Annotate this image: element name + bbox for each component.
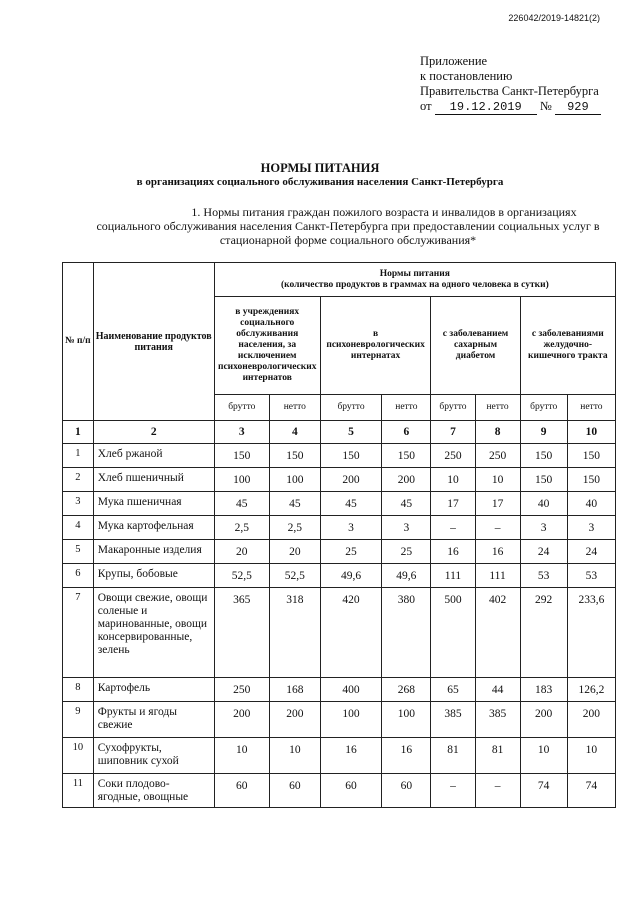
brutto-value: 100: [320, 702, 382, 738]
netto-value: 100: [382, 702, 431, 738]
appendix-line-1: Приложение: [420, 54, 488, 68]
group-header-social: в учреждениях социального обслуживания населения, за исключением психоневрологических интернатов: [214, 297, 320, 395]
netto-value: 200: [269, 702, 320, 738]
row-number: 6: [63, 564, 94, 588]
netto-value: 318: [269, 588, 320, 678]
netto-value: 45: [269, 492, 320, 516]
page-subtitle: в организациях социального обслуживания населения Санкт-Петербурга: [136, 176, 504, 188]
netto-value: 25: [382, 540, 431, 564]
netto-value: 10: [269, 738, 320, 774]
appendix-line-2: к постановлению: [420, 69, 513, 83]
brutto-value: 250: [431, 444, 475, 468]
row-number: 2: [63, 468, 94, 492]
brutto-value: 52,5: [214, 564, 269, 588]
row-number: 10: [63, 738, 94, 774]
brutto-value: 385: [431, 702, 475, 738]
row-number: 5: [63, 540, 94, 564]
column-number: 9: [520, 421, 567, 444]
product-name: Овощи свежие, овощи соленые и маринованные, овощи консервированные, зелень: [93, 588, 214, 678]
product-name: Крупы, бобовые: [93, 564, 214, 588]
netto-value: 24: [567, 540, 615, 564]
header-netto: нетто: [382, 395, 431, 421]
document-number: 226042/2019-14821(2): [508, 13, 600, 23]
netto-value: 150: [567, 468, 615, 492]
netto-value: 233,6: [567, 588, 615, 678]
brutto-value: 100: [214, 468, 269, 492]
table-row: [63, 738, 616, 774]
netto-value: 40: [567, 492, 615, 516]
brutto-value: 150: [214, 444, 269, 468]
netto-value: 16: [475, 540, 520, 564]
netto-value: 60: [269, 774, 320, 808]
table-row: [63, 516, 616, 540]
column-number: 2: [93, 421, 214, 444]
product-name: Соки плодово-ягодные, овощные: [93, 774, 214, 808]
brutto-value: 250: [214, 678, 269, 702]
brutto-value: 10: [520, 738, 567, 774]
netto-value: 16: [382, 738, 431, 774]
group-header-psycho: в психоневрологических интернатах: [320, 297, 431, 395]
column-number: 5: [320, 421, 382, 444]
brutto-value: 150: [520, 468, 567, 492]
brutto-value: 53: [520, 564, 567, 588]
product-name: Мука пшеничная: [93, 492, 214, 516]
header-norms: [214, 263, 615, 297]
brutto-value: 420: [320, 588, 382, 678]
brutto-value: 16: [320, 738, 382, 774]
appendix-line-3: Правительства Санкт-Петербурга: [420, 84, 599, 98]
netto-value: 10: [567, 738, 615, 774]
product-name: Мука картофельная: [93, 516, 214, 540]
table-row: [63, 444, 616, 468]
netto-value: 150: [567, 444, 615, 468]
header-netto: нетто: [475, 395, 520, 421]
header-product-name: Наименование продуктов питания: [93, 263, 214, 421]
product-name: Фрукты и ягоды свежие: [93, 702, 214, 738]
brutto-value: 3: [520, 516, 567, 540]
header-brutto: брутто: [214, 395, 269, 421]
netto-value: 150: [269, 444, 320, 468]
header-norms-subtitle: (количество продуктов в граммах на одного человека в сутки): [280, 279, 549, 290]
brutto-value: 81: [431, 738, 475, 774]
appendix-date-line: [420, 99, 601, 115]
brutto-value: 150: [520, 444, 567, 468]
table-row: [63, 678, 616, 702]
netto-value: 3: [567, 516, 615, 540]
netto-value: 60: [382, 774, 431, 808]
column-number: 10: [567, 421, 615, 444]
table-row: [63, 774, 616, 808]
brutto-value: 74: [520, 774, 567, 808]
brutto-value: 365: [214, 588, 269, 678]
netto-value: 74: [567, 774, 615, 808]
group-header-diabetes: с заболеванием сахарным диабетом: [431, 297, 520, 395]
netto-value: 200: [567, 702, 615, 738]
netto-value: 3: [382, 516, 431, 540]
brutto-value: 40: [520, 492, 567, 516]
header-netto: нетто: [269, 395, 320, 421]
brutto-value: 200: [320, 468, 382, 492]
brutto-value: 17: [431, 492, 475, 516]
row-number: 3: [63, 492, 94, 516]
header-norms-title: Нормы питания: [379, 268, 450, 279]
row-number: 7: [63, 588, 94, 678]
netto-value: –: [475, 516, 520, 540]
table-row: [63, 492, 616, 516]
table-row: [63, 468, 616, 492]
table-body: [63, 444, 616, 808]
netto-value: 45: [382, 492, 431, 516]
netto-value: 2,5: [269, 516, 320, 540]
netto-value: 250: [475, 444, 520, 468]
netto-value: 380: [382, 588, 431, 678]
column-number: 3: [214, 421, 269, 444]
row-number: 9: [63, 702, 94, 738]
brutto-value: 60: [320, 774, 382, 808]
brutto-value: 183: [520, 678, 567, 702]
decree-date: 19.12.2019: [435, 101, 537, 115]
decree-number: 929: [555, 101, 601, 115]
header-brutto: брутто: [520, 395, 567, 421]
number-prefix: №: [539, 99, 552, 113]
brutto-value: 20: [214, 540, 269, 564]
column-number: 7: [431, 421, 475, 444]
netto-value: 126,2: [567, 678, 615, 702]
header-brutto: брутто: [431, 395, 475, 421]
group-header-gastro: с заболеваниями желудочно-кишечного тракта: [520, 297, 615, 395]
page-title: НОРМЫ ПИТАНИЯ: [260, 161, 380, 175]
header-netto: нетто: [567, 395, 615, 421]
brutto-value: 200: [214, 702, 269, 738]
section-title: 1. Нормы питания граждан пожилого возраста и инвалидов в организациях социального обслуживания населения Санкт-Петербурга при предоставлении социальных услуг в стационарной форме социального обслуживания*: [96, 205, 600, 247]
brutto-value: 500: [431, 588, 475, 678]
brutto-value: 49,6: [320, 564, 382, 588]
netto-value: 200: [382, 468, 431, 492]
brutto-value: 111: [431, 564, 475, 588]
netto-value: 49,6: [382, 564, 431, 588]
netto-value: 111: [475, 564, 520, 588]
table-row: [63, 564, 616, 588]
netto-value: 385: [475, 702, 520, 738]
netto-value: 168: [269, 678, 320, 702]
header-num: № п/п: [63, 263, 94, 421]
row-number: 1: [63, 444, 94, 468]
netto-value: 52,5: [269, 564, 320, 588]
netto-value: 10: [475, 468, 520, 492]
appendix-block: [420, 54, 601, 115]
brutto-value: 65: [431, 678, 475, 702]
brutto-value: –: [431, 516, 475, 540]
brutto-value: 45: [214, 492, 269, 516]
brutto-value: 3: [320, 516, 382, 540]
header-brutto: брутто: [320, 395, 382, 421]
netto-value: 20: [269, 540, 320, 564]
product-name: Картофель: [93, 678, 214, 702]
column-number: 1: [63, 421, 94, 444]
brutto-value: –: [431, 774, 475, 808]
netto-value: 100: [269, 468, 320, 492]
product-name: Макаронные изделия: [93, 540, 214, 564]
product-name: Сухофрукты, шиповник сухой: [93, 738, 214, 774]
netto-value: 81: [475, 738, 520, 774]
date-prefix: от: [420, 99, 432, 113]
brutto-value: 292: [520, 588, 567, 678]
brutto-value: 150: [320, 444, 382, 468]
brutto-value: 60: [214, 774, 269, 808]
brutto-value: 2,5: [214, 516, 269, 540]
row-number: 8: [63, 678, 94, 702]
brutto-value: 200: [520, 702, 567, 738]
column-number: 8: [475, 421, 520, 444]
netto-value: 17: [475, 492, 520, 516]
row-number: 11: [63, 774, 94, 808]
brutto-value: 10: [431, 468, 475, 492]
netto-value: –: [475, 774, 520, 808]
product-name: Хлеб пшеничный: [93, 468, 214, 492]
netto-value: 402: [475, 588, 520, 678]
brutto-value: 45: [320, 492, 382, 516]
brutto-value: 10: [214, 738, 269, 774]
brutto-value: 16: [431, 540, 475, 564]
column-numbers-row: [63, 421, 616, 444]
brutto-value: 400: [320, 678, 382, 702]
netto-value: 268: [382, 678, 431, 702]
brutto-value: 24: [520, 540, 567, 564]
table-row: [63, 588, 616, 678]
table-row: [63, 540, 616, 564]
column-number: 4: [269, 421, 320, 444]
netto-value: 53: [567, 564, 615, 588]
netto-value: 150: [382, 444, 431, 468]
netto-value: 44: [475, 678, 520, 702]
row-number: 4: [63, 516, 94, 540]
product-name: Хлеб ржаной: [93, 444, 214, 468]
table-row: [63, 702, 616, 738]
nutrition-norms-table: [62, 262, 616, 808]
column-number: 6: [382, 421, 431, 444]
brutto-value: 25: [320, 540, 382, 564]
